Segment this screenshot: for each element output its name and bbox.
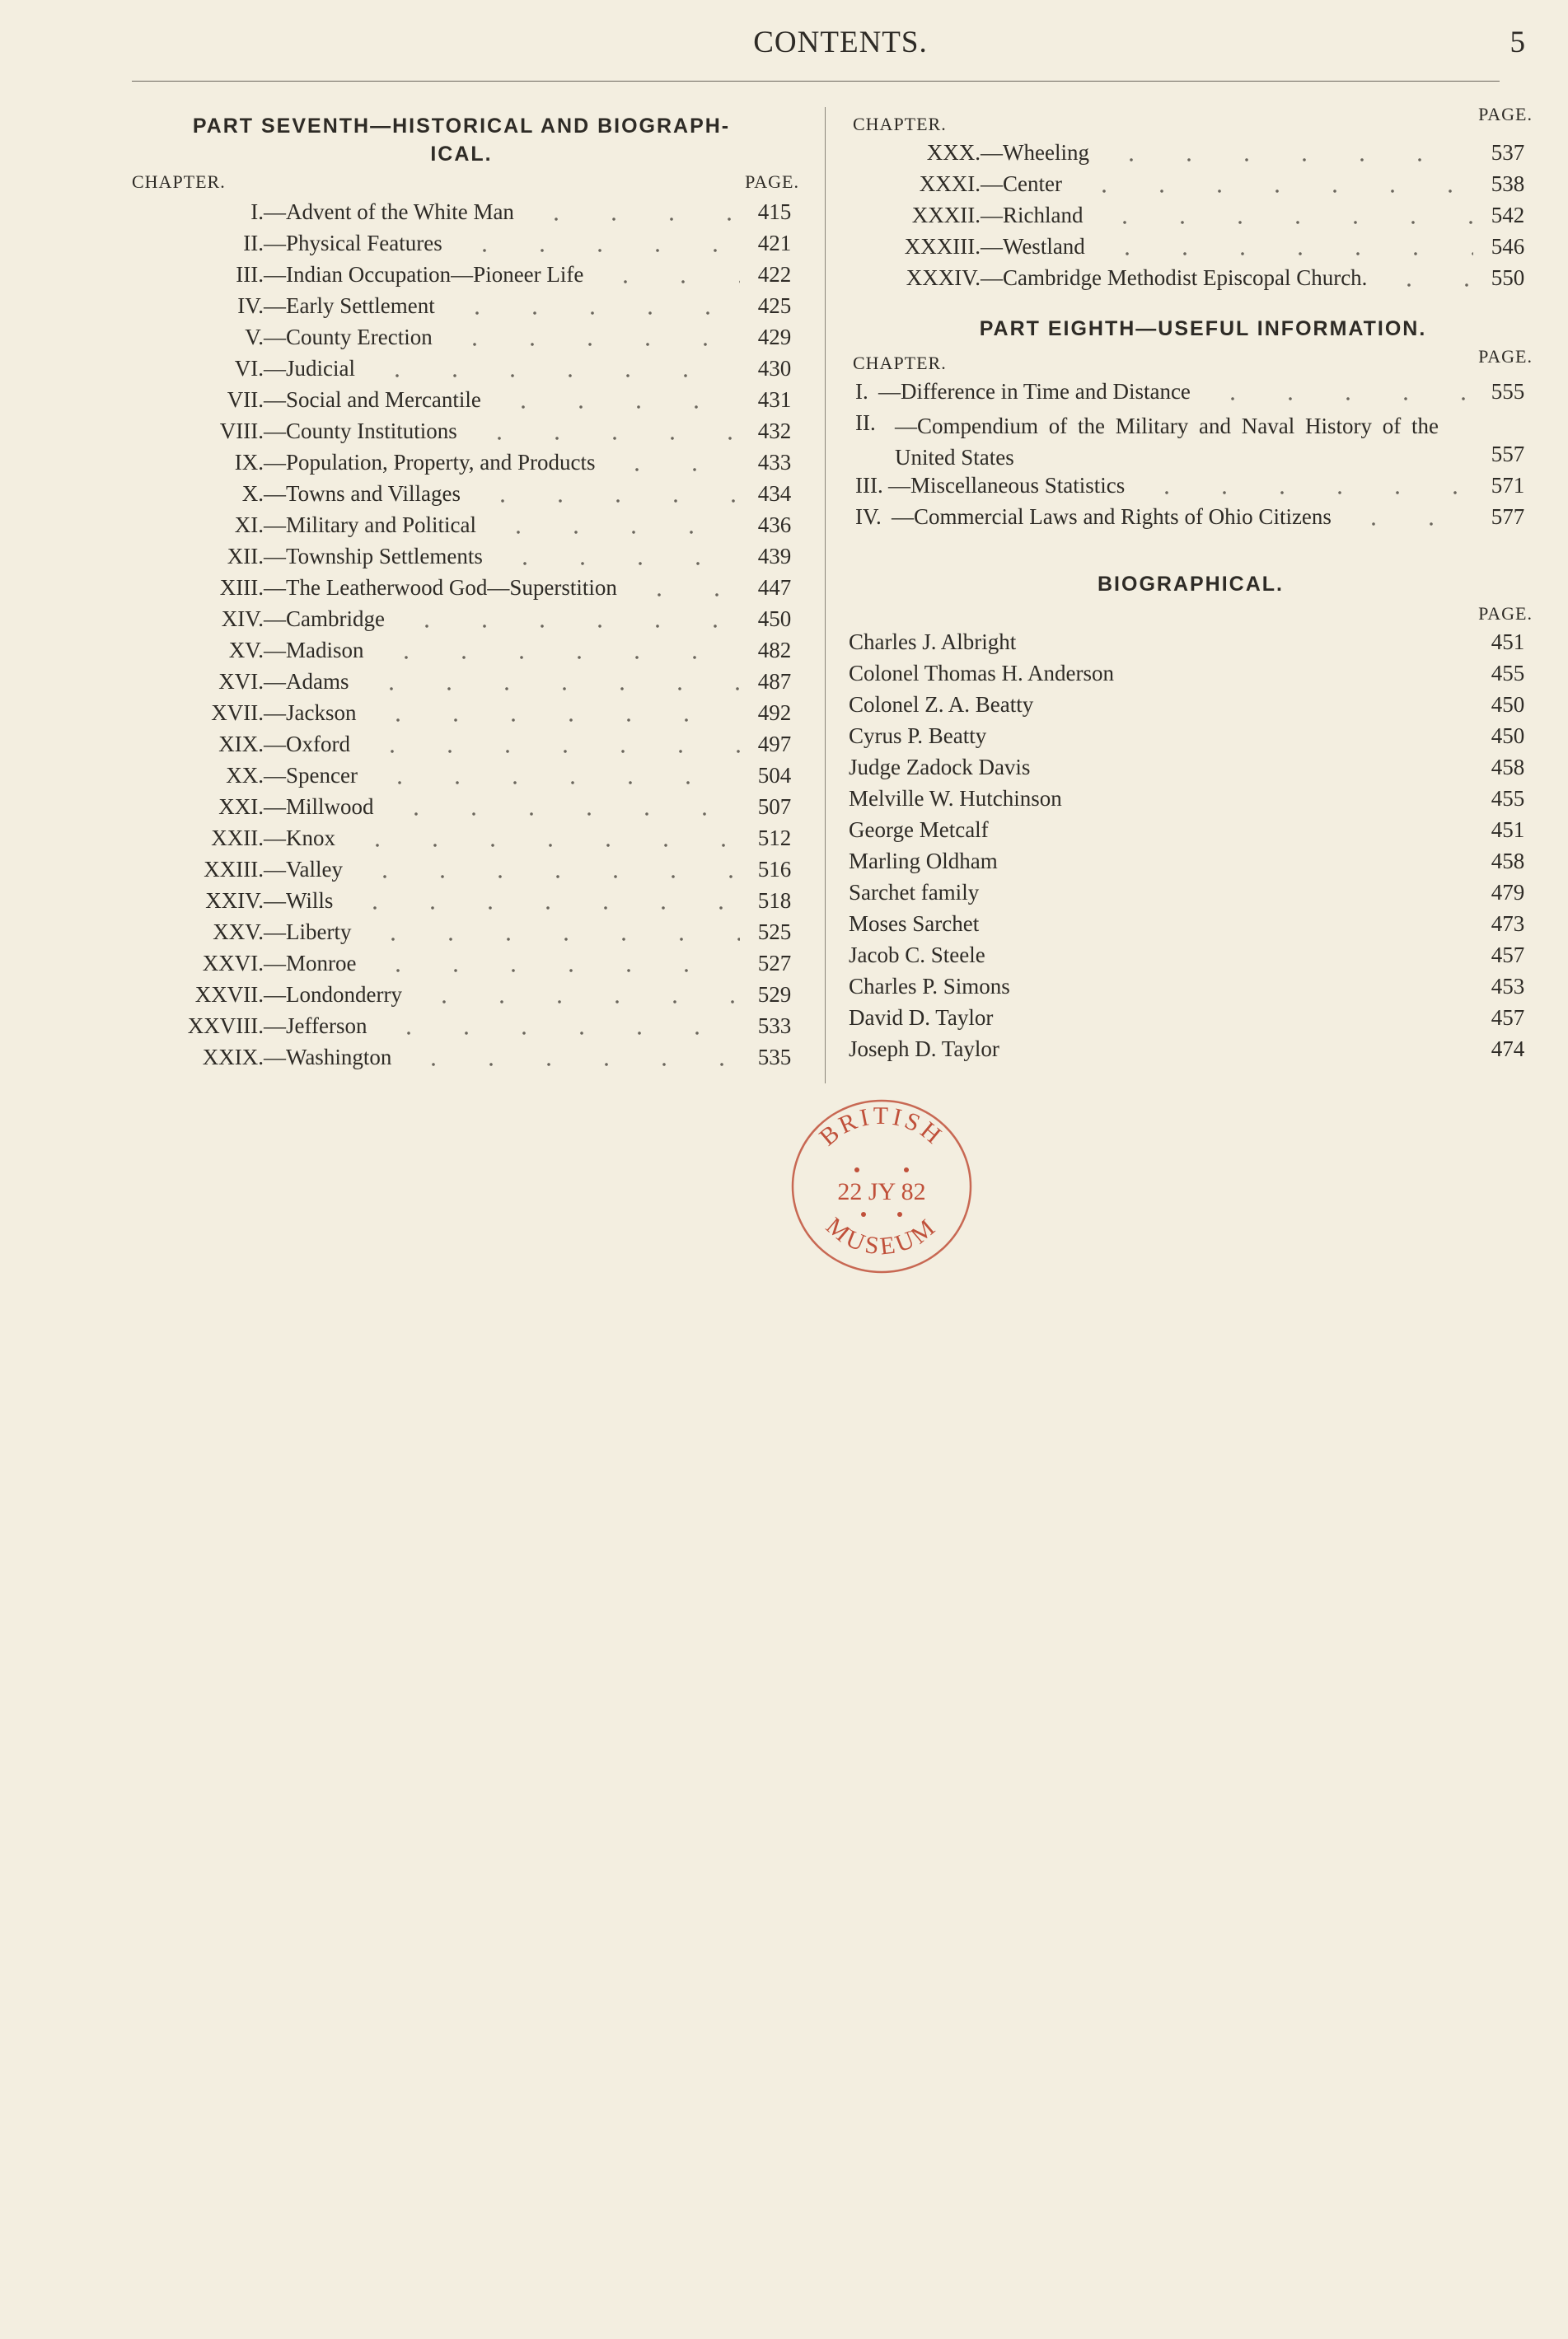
part-seven-cont-column-labels xyxy=(849,104,1533,137)
biography-name: George Metcalf xyxy=(849,817,989,842)
toc-row xyxy=(124,728,799,760)
chapter-title: —County Erection xyxy=(264,325,433,349)
dot-leader xyxy=(387,812,740,816)
chapter-title: —Military and Political xyxy=(264,512,476,537)
chapter-title: —Cambridge Methodist Episcopal Church. xyxy=(981,265,1368,290)
chapter-number: XVI. xyxy=(218,669,264,694)
page-number: 457 xyxy=(1491,1005,1525,1030)
biography-name: Joseph D. Taylor xyxy=(849,1036,999,1061)
page-number: 557 xyxy=(1491,442,1525,466)
dot-leader xyxy=(474,499,740,503)
chapter-title: —Advent of the White Man xyxy=(264,199,514,224)
page-number: 504 xyxy=(757,763,792,788)
page-number: 450 xyxy=(1491,692,1525,717)
chapter-title: —Liberty xyxy=(264,919,352,944)
dot-leader xyxy=(1204,397,1473,400)
page-number: 458 xyxy=(1491,755,1525,779)
page-number: 425 xyxy=(757,293,792,318)
dot-leader xyxy=(527,218,740,221)
dot-leader xyxy=(630,593,740,596)
chapter-number: X. xyxy=(241,481,264,506)
part-eight-list xyxy=(849,376,1533,532)
chapter-title: —The Leatherwood God—Superstition xyxy=(264,575,617,600)
chapter-number: XXIV. xyxy=(205,888,264,913)
right-column xyxy=(849,104,1533,1064)
biography-row xyxy=(849,908,1533,939)
dot-leader xyxy=(369,718,740,722)
chapter-title: —Social and Mercantile xyxy=(264,387,481,412)
page-number: 451 xyxy=(1491,629,1525,654)
toc-row xyxy=(849,262,1533,293)
chapter-number: III. xyxy=(855,473,883,498)
toc-row xyxy=(124,290,799,321)
chapter-number: XXXIII. xyxy=(904,234,981,259)
page-number: 527 xyxy=(757,951,792,975)
chapter-title: —Adams xyxy=(264,669,349,694)
toc-row xyxy=(124,353,799,384)
toc-row xyxy=(849,137,1533,168)
chapter-number: I. xyxy=(855,379,868,404)
page-label: PAGE. xyxy=(1478,603,1533,624)
chapter-number: XVII. xyxy=(211,700,264,725)
chapter-number: XIV. xyxy=(221,606,264,631)
biography-row xyxy=(849,1033,1533,1064)
chapter-number: XXIII. xyxy=(204,857,264,882)
chapter-title: —Physical Features xyxy=(264,231,442,255)
dot-leader xyxy=(1075,189,1473,193)
part-seven-list xyxy=(124,196,799,1073)
chapter-title: —Oxford xyxy=(264,732,350,756)
chapter-number: XXXII. xyxy=(911,203,981,227)
chapter-number: XII. xyxy=(227,544,264,568)
page-number: 432 xyxy=(757,419,792,443)
page-number: 473 xyxy=(1491,911,1525,936)
page-number: 439 xyxy=(757,544,792,568)
chapter-number: XXVI. xyxy=(202,951,264,975)
page-number: 451 xyxy=(1491,817,1525,842)
chapter-number: IV. xyxy=(237,293,264,318)
biography-row xyxy=(849,657,1533,689)
toc-row xyxy=(124,1041,799,1073)
biography-name: Jacob C. Steele xyxy=(849,943,985,967)
biography-name: Judge Zadock Davis xyxy=(849,755,1031,779)
page-number: 571 xyxy=(1491,473,1525,498)
chapter-number: VI. xyxy=(234,356,264,381)
page-number: 542 xyxy=(1491,203,1525,227)
biography-row xyxy=(849,720,1533,751)
chapter-title: —Spencer xyxy=(264,763,358,788)
page-number: 455 xyxy=(1491,661,1525,685)
toc-row xyxy=(124,791,799,822)
page-number: 537 xyxy=(1491,140,1525,165)
page-number: 458 xyxy=(1491,849,1525,873)
museum-stamp xyxy=(781,1091,982,1282)
chapter-title: —Population, Property, and Products xyxy=(264,450,596,475)
page-number: 555 xyxy=(1491,379,1525,404)
chapter-title: —Monroe xyxy=(264,951,357,975)
toc-row xyxy=(124,572,799,603)
chapter-number: XIX. xyxy=(218,732,264,756)
dot-leader xyxy=(456,249,740,252)
dot-leader xyxy=(363,687,741,690)
toc-row xyxy=(849,470,1533,501)
toc-row xyxy=(124,321,799,353)
dot-leader xyxy=(371,781,740,784)
page-number: 447 xyxy=(757,575,792,600)
toc-row xyxy=(849,501,1533,532)
chapter-title: —Millwood xyxy=(264,794,374,819)
chapter-title: —Wheeling xyxy=(981,140,1089,165)
dot-leader xyxy=(1102,158,1473,161)
page-number: 431 xyxy=(757,387,792,412)
dot-leader xyxy=(349,844,740,847)
chapter-title: —Madison xyxy=(264,638,364,662)
toc-row xyxy=(849,407,1533,470)
page-number: 421 xyxy=(757,231,792,255)
chapter-number: XX. xyxy=(226,763,264,788)
biography-name: Charles J. Albright xyxy=(849,629,1017,654)
biography-name: Moses Sarchet xyxy=(849,911,980,936)
toc-row xyxy=(849,376,1533,407)
page-number: 497 xyxy=(757,732,792,756)
biography-name: Melville W. Hutchinson xyxy=(849,786,1062,811)
chapter-number: XI. xyxy=(234,512,264,537)
toc-row xyxy=(849,199,1533,231)
chapter-title: —Miscellaneous Statistics xyxy=(888,473,1126,498)
toc-row xyxy=(124,666,799,697)
toc-row xyxy=(124,1010,799,1041)
biography-row xyxy=(849,845,1533,877)
page-number: 429 xyxy=(757,325,792,349)
toc-row xyxy=(124,384,799,415)
dot-leader xyxy=(470,437,740,440)
chapter-title: —Richland xyxy=(981,203,1084,227)
page-number: 550 xyxy=(1491,265,1525,290)
chapter-title: —Cambridge xyxy=(264,606,385,631)
biography-row xyxy=(849,689,1533,720)
dot-leader xyxy=(1345,522,1473,526)
toc-row xyxy=(124,447,799,478)
chapter-label: CHAPTER. xyxy=(853,353,947,373)
dot-leader xyxy=(597,280,740,283)
biography-name: Colonel Thomas H. Anderson xyxy=(849,661,1114,685)
page-label: PAGE. xyxy=(1478,104,1533,124)
page-number: 529 xyxy=(757,982,792,1007)
dot-leader xyxy=(448,311,740,315)
page-number: 492 xyxy=(757,700,792,725)
chapter-number: XV. xyxy=(228,638,264,662)
page-number: 450 xyxy=(757,606,792,631)
chapter-title: —Early Settlement xyxy=(264,293,435,318)
page-number: 433 xyxy=(757,450,792,475)
biography-name: Marling Oldham xyxy=(849,849,998,873)
page-number: 535 xyxy=(757,1045,792,1069)
biography-row xyxy=(849,783,1533,814)
chapter-number: XXII. xyxy=(211,826,264,850)
dot-leader xyxy=(1098,252,1473,255)
toc-row xyxy=(124,634,799,666)
page-number: 415 xyxy=(757,199,792,224)
page-number: 507 xyxy=(757,794,792,819)
dot-leader xyxy=(380,1031,740,1035)
biography-row xyxy=(849,939,1533,971)
chapter-label: CHAPTER. xyxy=(132,171,226,192)
toc-row xyxy=(124,760,799,791)
biography-row xyxy=(849,626,1533,657)
dot-leader xyxy=(369,969,740,972)
dot-leader xyxy=(1380,283,1473,287)
page-number: 518 xyxy=(757,888,792,913)
page-number: 577 xyxy=(1491,504,1525,529)
biography-row xyxy=(849,751,1533,783)
part-seven-heading xyxy=(124,112,799,168)
dot-leader xyxy=(346,906,740,910)
biography-name: David D. Taylor xyxy=(849,1005,994,1030)
chapter-title: —Londonderry xyxy=(264,982,402,1007)
chapter-title: —Wills xyxy=(264,888,334,913)
toc-row xyxy=(124,697,799,728)
chapter-title: —Township Settlements xyxy=(264,544,483,568)
toc-row xyxy=(124,947,799,979)
page-number: 453 xyxy=(1491,974,1525,999)
biography-row xyxy=(849,1002,1533,1033)
page-header xyxy=(0,25,1568,66)
chapter-title: —Judicial xyxy=(264,356,355,381)
toc-row xyxy=(124,478,799,509)
part-seven-heading-line2: ICAL. xyxy=(430,143,493,166)
toc-row xyxy=(124,916,799,947)
chapter-number: XXXIV. xyxy=(906,265,981,290)
biography-name: Charles P. Simons xyxy=(849,974,1010,999)
toc-row xyxy=(124,822,799,854)
page-number: 5 xyxy=(1509,26,1525,59)
chapter-title: —Indian Occupation—Pioneer Life xyxy=(264,262,584,287)
chapter-title: —Difference in Time and Distance xyxy=(878,379,1191,404)
dot-leader xyxy=(1138,491,1473,494)
page-number: 436 xyxy=(757,512,792,537)
chapter-number: V. xyxy=(245,325,264,349)
chapter-title: —Commercial Laws and Rights of Ohio Citizens xyxy=(892,504,1332,529)
chapter-number: IX. xyxy=(234,450,264,475)
dot-leader xyxy=(398,625,740,628)
toc-row xyxy=(849,231,1533,262)
page-title: CONTENTS. xyxy=(753,26,928,59)
toc-row xyxy=(124,415,799,447)
dot-leader xyxy=(364,938,740,941)
dot-leader xyxy=(356,875,740,878)
page-number: 487 xyxy=(757,669,792,694)
page-number: 434 xyxy=(757,481,792,506)
chapter-number: IV. xyxy=(855,504,882,529)
chapter-title: —Compendium of the Military and Naval History of the United States xyxy=(895,414,1439,470)
dot-leader xyxy=(1096,221,1473,224)
toc-row xyxy=(124,509,799,540)
biographical-heading: BIOGRAPHICAL. xyxy=(1098,573,1284,596)
dot-leader xyxy=(368,374,740,377)
dot-leader xyxy=(405,1063,740,1066)
page-number: 479 xyxy=(1491,880,1525,905)
toc-row xyxy=(124,259,799,290)
dot-leader xyxy=(363,750,740,753)
dot-leader xyxy=(489,531,740,534)
chapter-number: XXVIII. xyxy=(187,1013,264,1038)
chapter-label: CHAPTER. xyxy=(853,114,947,134)
chapter-number: VIII. xyxy=(219,419,264,443)
part-eight-column-labels xyxy=(849,343,1533,376)
chapter-number: II. xyxy=(243,231,264,255)
chapter-title: —Center xyxy=(981,171,1062,196)
toc-row xyxy=(124,854,799,885)
page-number: 430 xyxy=(757,356,792,381)
toc-row xyxy=(124,979,799,1010)
page-number: 455 xyxy=(1491,786,1525,811)
chapter-title: —Knox xyxy=(264,826,335,850)
chapter-number: I. xyxy=(250,199,264,224)
dot-leader xyxy=(377,656,741,659)
left-column xyxy=(124,112,799,1073)
header-rule xyxy=(132,81,1500,82)
chapter-title: —Jackson xyxy=(264,700,357,725)
toc-row xyxy=(124,227,799,259)
page-number: 538 xyxy=(1491,171,1525,196)
dot-leader xyxy=(415,1000,740,1003)
biographical-list xyxy=(849,626,1533,1064)
chapter-title: —County Institutions xyxy=(264,419,457,443)
part-seven-column-labels xyxy=(124,168,799,196)
dot-leader xyxy=(494,405,740,409)
chapter-title: —Washington xyxy=(264,1045,392,1069)
biography-row xyxy=(849,814,1533,845)
chapter-number: XXVII. xyxy=(194,982,264,1007)
part-eight-heading: PART EIGHTH—USEFUL INFORMATION. xyxy=(979,317,1427,340)
dot-leader xyxy=(496,562,740,565)
dot-leader xyxy=(608,468,740,471)
page-number: 422 xyxy=(757,262,792,287)
column-divider xyxy=(825,107,826,1083)
chapter-number: XXIX. xyxy=(202,1045,264,1069)
chapter-title: —Westland xyxy=(981,234,1085,259)
stamp-top-text: BRITISH xyxy=(814,1102,949,1152)
biography-row xyxy=(849,971,1533,1002)
chapter-number: II. xyxy=(855,410,876,435)
chapter-number: XXX. xyxy=(926,140,981,165)
page-number: 474 xyxy=(1491,1036,1525,1061)
stamp-date: 22 JY 82 xyxy=(837,1178,926,1205)
toc-row xyxy=(124,885,799,916)
chapter-number: XXXI. xyxy=(919,171,981,196)
page-number: 516 xyxy=(757,857,792,882)
toc-row xyxy=(849,168,1533,199)
page-number: 457 xyxy=(1491,943,1525,967)
chapter-number: VII. xyxy=(227,387,264,412)
toc-row xyxy=(124,540,799,572)
page-label: PAGE. xyxy=(745,171,799,192)
page-number: 512 xyxy=(757,826,792,850)
toc-row xyxy=(124,603,799,634)
part-seven-heading-line1: PART SEVENTH—HISTORICAL AND BIOGRAPH- xyxy=(192,115,731,138)
chapter-number: XXI. xyxy=(218,794,264,819)
page-number: 482 xyxy=(757,638,792,662)
dot-leader xyxy=(446,343,740,346)
chapter-title: —Jefferson xyxy=(264,1013,367,1038)
page-number: 533 xyxy=(757,1013,792,1038)
biography-name: Cyrus P. Beatty xyxy=(849,723,987,748)
page-number: 525 xyxy=(757,919,792,944)
chapter-title: —Valley xyxy=(264,857,343,882)
biographical-column-labels xyxy=(849,598,1533,626)
biography-row xyxy=(849,877,1533,908)
page-label: PAGE. xyxy=(1478,346,1533,367)
chapter-title: —Towns and Villages xyxy=(264,481,461,506)
page-number: 450 xyxy=(1491,723,1525,748)
biography-name: Colonel Z. A. Beatty xyxy=(849,692,1034,717)
part-seven-cont-list xyxy=(849,137,1533,293)
chapter-number: XIII. xyxy=(219,575,264,600)
biography-name: Sarchet family xyxy=(849,880,980,905)
chapter-number: XXV. xyxy=(213,919,264,944)
page-number: 546 xyxy=(1491,234,1525,259)
stamp-bottom-text: MUSEUM xyxy=(821,1212,943,1261)
toc-row xyxy=(124,196,799,227)
chapter-number: III. xyxy=(236,262,264,287)
